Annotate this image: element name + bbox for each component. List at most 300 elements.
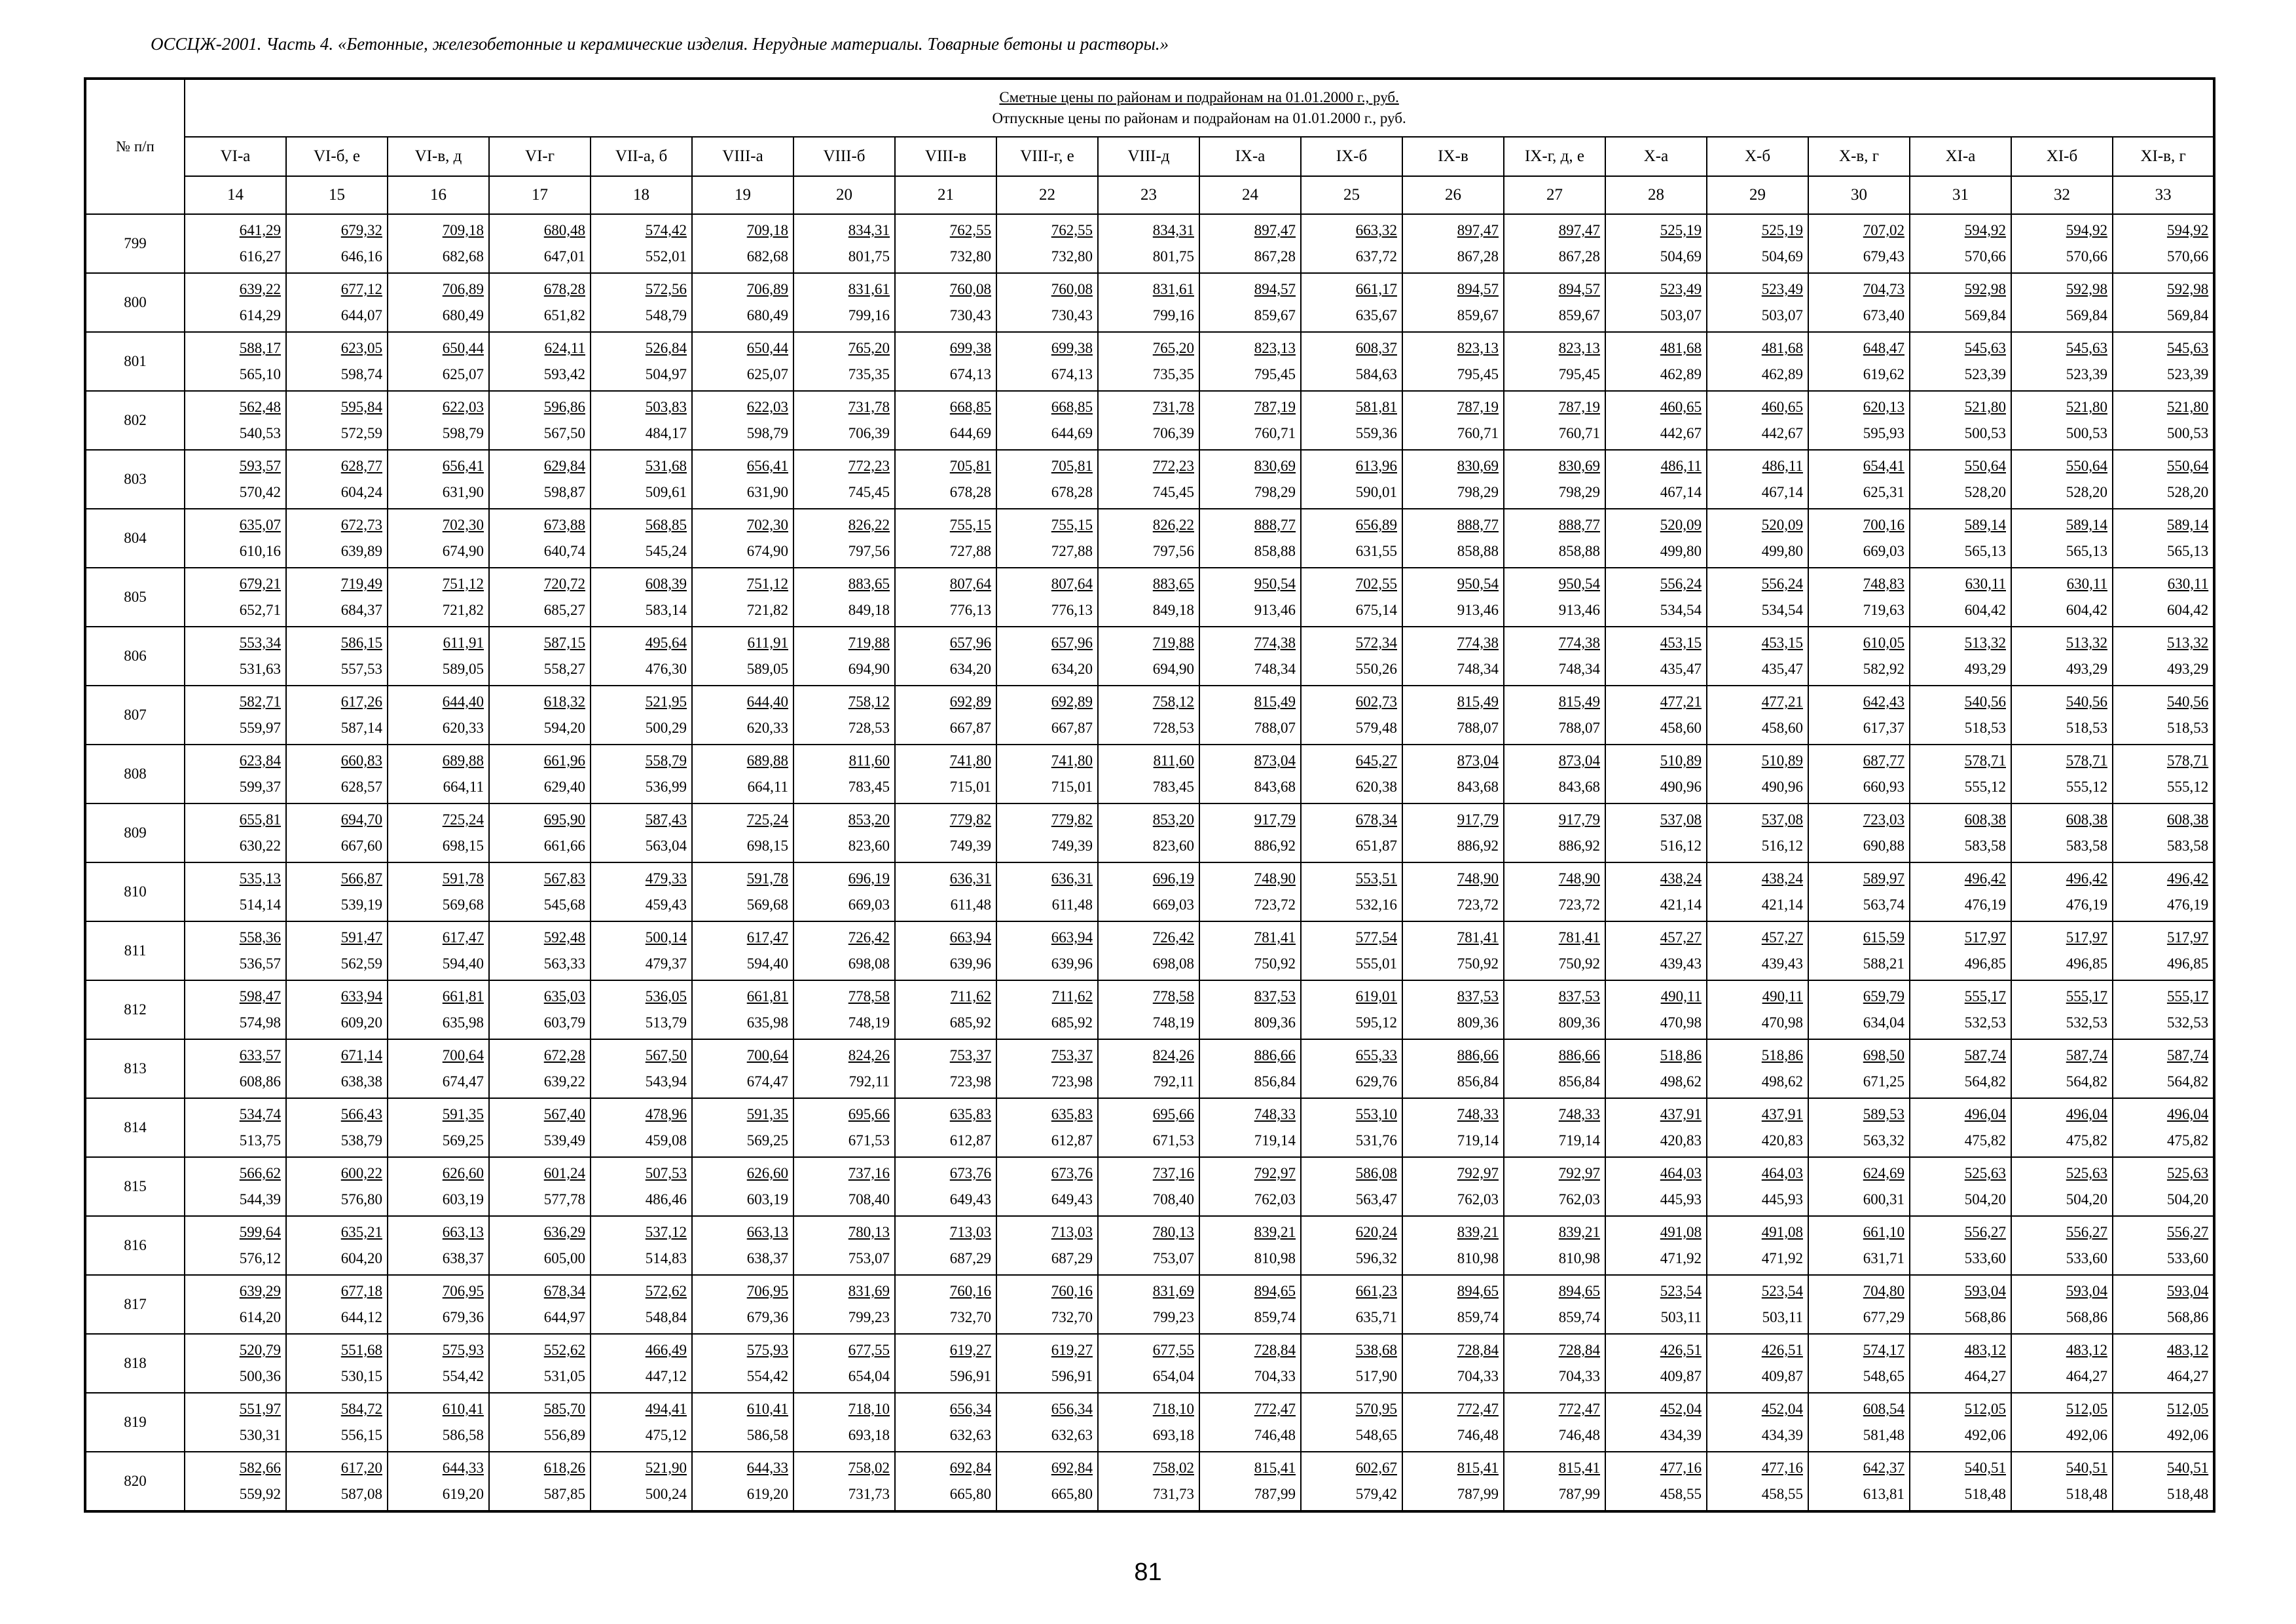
release-price: 748,19 — [848, 1014, 890, 1031]
price-cell — [591, 1157, 692, 1216]
price-cell — [1199, 1452, 1301, 1511]
release-price: 589,05 — [442, 661, 484, 677]
estimate-price: 663,13 — [442, 1224, 484, 1240]
price-cell — [388, 1098, 489, 1157]
price-cell — [1098, 391, 1199, 450]
release-price: 445,93 — [1761, 1191, 1803, 1208]
estimate-price: 477,21 — [1660, 693, 1702, 710]
release-price: 674,13 — [1051, 366, 1093, 382]
estimate-price: 760,16 — [949, 1283, 991, 1299]
estimate-price: 477,16 — [1761, 1460, 1803, 1476]
estimate-price: 718,10 — [848, 1401, 890, 1417]
table-row — [85, 686, 2214, 745]
estimate-price: 758,12 — [848, 693, 890, 710]
release-price: 504,20 — [1964, 1191, 2006, 1208]
price-cell — [996, 1039, 1098, 1098]
release-price: 513,75 — [239, 1132, 281, 1149]
release-price: 570,66 — [2166, 248, 2209, 265]
estimate-price: 661,23 — [1355, 1283, 1397, 1299]
price-cell — [1504, 332, 1605, 391]
release-price: 674,47 — [746, 1073, 788, 1090]
estimate-price: 626,60 — [442, 1165, 484, 1181]
estimate-price: 525,63 — [1964, 1165, 2006, 1181]
release-prices-title: Отпускные цены по районам и подрайонам на 01.01.2000 г., руб. — [992, 110, 1406, 126]
table-title-row — [85, 79, 2214, 137]
estimate-price: 709,18 — [746, 222, 788, 238]
price-cell — [793, 745, 895, 803]
release-price: 667,87 — [949, 720, 991, 736]
estimate-price: 815,49 — [1254, 693, 1296, 710]
price-cell — [286, 1216, 388, 1275]
release-price: 746,48 — [1457, 1427, 1499, 1443]
release-price: 558,27 — [543, 661, 585, 677]
estimate-price: 491,08 — [1761, 1224, 1803, 1240]
estimate-price: 748,90 — [1558, 870, 1600, 887]
price-cell — [185, 509, 286, 568]
price-cell — [2113, 1157, 2214, 1216]
price-cell — [692, 1157, 793, 1216]
price-cell — [489, 803, 591, 862]
district-header: VII-а, б — [591, 137, 692, 176]
price-cell — [185, 862, 286, 921]
release-price: 513,79 — [645, 1014, 687, 1031]
price-cell — [692, 1039, 793, 1098]
price-cell — [1605, 980, 1707, 1039]
estimate-price: 772,47 — [1457, 1401, 1499, 1417]
estimate-price: 496,04 — [2066, 1106, 2107, 1122]
release-price: 698,08 — [1152, 955, 1194, 972]
price-cell — [2011, 980, 2113, 1039]
estimate-price: 883,65 — [848, 576, 890, 592]
price-cell — [2011, 627, 2113, 686]
price-cell — [1808, 1039, 1910, 1098]
release-price: 679,43 — [1863, 248, 1904, 265]
row-number: 811 — [85, 921, 185, 980]
release-price: 856,84 — [1254, 1073, 1296, 1090]
estimate-price: 753,37 — [949, 1047, 991, 1063]
release-price: 568,86 — [1964, 1309, 2006, 1325]
estimate-price: 787,19 — [1457, 399, 1499, 415]
release-price: 611,48 — [1051, 896, 1093, 913]
release-price: 409,87 — [1761, 1368, 1803, 1384]
price-cell — [996, 1334, 1098, 1393]
estimate-price: 595,84 — [340, 399, 382, 415]
estimate-price: 486,11 — [1762, 458, 1803, 474]
release-price: 567,50 — [543, 425, 585, 441]
estimate-price: 537,12 — [645, 1224, 687, 1240]
release-price: 530,15 — [340, 1368, 382, 1384]
release-price: 619,20 — [746, 1486, 788, 1502]
estimate-price: 567,50 — [645, 1047, 687, 1063]
release-price: 587,08 — [340, 1486, 382, 1502]
estimate-price: 635,03 — [543, 988, 585, 1005]
price-cell — [2011, 803, 2113, 862]
estimate-price: 661,81 — [746, 988, 788, 1005]
estimate-price: 888,77 — [1254, 517, 1296, 533]
price-cell — [895, 862, 996, 921]
release-price: 534,54 — [1660, 602, 1702, 618]
release-price: 704,33 — [1254, 1368, 1296, 1384]
price-cell — [2011, 509, 2113, 568]
release-price: 552,01 — [645, 248, 687, 265]
estimate-price: 644,40 — [746, 693, 788, 710]
price-cell — [2113, 1334, 2214, 1393]
price-cell — [2011, 745, 2113, 803]
release-price: 706,39 — [1152, 425, 1194, 441]
estimate-price: 725,24 — [746, 811, 788, 828]
price-cell — [1504, 273, 1605, 332]
row-number: 815 — [85, 1157, 185, 1216]
estimate-price: 615,59 — [1863, 929, 1904, 946]
release-price: 603,19 — [746, 1191, 788, 1208]
release-price: 569,25 — [442, 1132, 484, 1149]
estimate-price: 673,76 — [1051, 1165, 1093, 1181]
price-cell — [1707, 1334, 1808, 1393]
release-price: 687,29 — [949, 1250, 991, 1266]
price-cell — [1910, 509, 2011, 568]
price-cell — [793, 1039, 895, 1098]
estimate-price: 556,27 — [1964, 1224, 2006, 1240]
table-row — [85, 745, 2214, 803]
estimate-price: 718,10 — [1152, 1401, 1194, 1417]
column-number: 15 — [286, 176, 388, 214]
price-cell — [489, 1275, 591, 1334]
estimate-price: 705,81 — [1051, 458, 1093, 474]
page-header-title: ОССЦЖ-2001. Часть 4. «Бетонные, железобетонные и керамические изделия. Нерудные материалы. Товарные бетоны и растворы.» — [151, 34, 1169, 54]
release-price: 565,10 — [239, 366, 281, 382]
district-header: VIII-д — [1098, 137, 1199, 176]
price-cell — [1605, 332, 1707, 391]
price-cell — [388, 921, 489, 980]
estimate-price: 748,90 — [1457, 870, 1499, 887]
release-price: 596,91 — [1051, 1368, 1093, 1384]
estimate-price: 525,19 — [1660, 222, 1702, 238]
estimate-price: 748,33 — [1558, 1106, 1600, 1122]
estimate-price: 781,41 — [1457, 929, 1499, 946]
release-price: 464,27 — [2166, 1368, 2209, 1384]
release-price: 795,45 — [1457, 366, 1499, 382]
price-cell — [489, 686, 591, 745]
estimate-price: 593,04 — [2066, 1283, 2107, 1299]
release-price: 810,98 — [1457, 1250, 1499, 1266]
release-price: 639,89 — [340, 543, 382, 559]
release-price: 464,27 — [1964, 1368, 2006, 1384]
release-price: 596,91 — [949, 1368, 991, 1384]
estimate-price: 636,31 — [949, 870, 991, 887]
price-cell — [996, 1216, 1098, 1275]
release-price: 719,14 — [1558, 1132, 1600, 1149]
price-cell — [793, 921, 895, 980]
estimate-price: 888,77 — [1558, 517, 1600, 533]
estimate-price: 490,11 — [1762, 988, 1803, 1005]
estimate-price: 779,82 — [949, 811, 991, 828]
row-number: 812 — [85, 980, 185, 1039]
price-cell — [2011, 1157, 2113, 1216]
price-cell — [1098, 1039, 1199, 1098]
estimate-price: 815,41 — [1558, 1460, 1600, 1476]
release-price: 799,23 — [848, 1309, 890, 1325]
estimate-price: 620,13 — [1863, 399, 1904, 415]
price-cell — [895, 332, 996, 391]
price-cell — [996, 862, 1098, 921]
release-price: 583,14 — [645, 602, 687, 618]
price-cell — [1098, 273, 1199, 332]
estimate-price: 567,40 — [543, 1106, 585, 1122]
estimate-price: 696,19 — [848, 870, 890, 887]
price-cell — [996, 1452, 1098, 1511]
estimate-price: 550,64 — [1964, 458, 2006, 474]
estimate-price: 592,98 — [1964, 281, 2006, 297]
row-number: 806 — [85, 627, 185, 686]
price-cell — [1910, 1393, 2011, 1452]
price-cell — [692, 1452, 793, 1511]
estimate-price: 555,17 — [2166, 988, 2209, 1005]
price-cell — [286, 1157, 388, 1216]
estimate-price: 496,04 — [1964, 1106, 2006, 1122]
row-number: 804 — [85, 509, 185, 568]
estimate-price: 834,31 — [848, 222, 890, 238]
price-cell — [489, 1452, 591, 1511]
release-price: 886,92 — [1457, 838, 1499, 854]
release-price: 625,31 — [1863, 484, 1904, 500]
price-cell — [388, 745, 489, 803]
price-cell — [996, 1157, 1098, 1216]
estimate-price: 673,76 — [949, 1165, 991, 1181]
column-number: 30 — [1808, 176, 1910, 214]
release-price: 748,34 — [1558, 661, 1600, 677]
estimate-price: 894,65 — [1558, 1283, 1600, 1299]
release-price: 604,42 — [1964, 602, 2006, 618]
estimate-price: 753,37 — [1051, 1047, 1093, 1063]
estimate-price: 839,21 — [1457, 1224, 1499, 1240]
release-price: 750,92 — [1558, 955, 1600, 972]
price-cell — [1707, 1452, 1808, 1511]
estimate-price: 917,79 — [1457, 811, 1499, 828]
estimate-price: 570,95 — [1355, 1401, 1397, 1417]
estimate-price: 550,64 — [2066, 458, 2107, 474]
price-cell — [2011, 391, 2113, 450]
estimate-price: 496,42 — [1964, 870, 2006, 887]
release-price: 750,92 — [1254, 955, 1296, 972]
price-cell — [996, 803, 1098, 862]
release-price: 631,55 — [1355, 543, 1397, 559]
price-cell — [185, 391, 286, 450]
release-price: 500,24 — [645, 1486, 687, 1502]
release-price: 631,90 — [442, 484, 484, 500]
estimate-price: 642,37 — [1863, 1460, 1904, 1476]
price-cell — [1098, 1216, 1199, 1275]
row-number: 807 — [85, 686, 185, 745]
price-cell — [591, 1216, 692, 1275]
table-row — [85, 1452, 2214, 1511]
price-cell — [1910, 1334, 2011, 1393]
estimate-price: 831,69 — [1152, 1283, 1194, 1299]
release-price: 539,49 — [543, 1132, 585, 1149]
district-header: X-в, г — [1808, 137, 1910, 176]
price-cell — [1199, 1216, 1301, 1275]
release-price: 797,56 — [1152, 543, 1194, 559]
price-cell — [1199, 214, 1301, 273]
row-number: 803 — [85, 450, 185, 509]
release-price: 439,43 — [1660, 955, 1702, 972]
price-cell — [185, 450, 286, 509]
estimate-price: 591,35 — [442, 1106, 484, 1122]
price-cell — [388, 273, 489, 332]
price-cell — [793, 627, 895, 686]
district-header: IX-г, д, е — [1504, 137, 1605, 176]
price-cell — [1402, 1275, 1504, 1334]
price-cell — [895, 214, 996, 273]
estimate-price: 663,13 — [746, 1224, 788, 1240]
price-cell — [1504, 214, 1605, 273]
price-cell — [1301, 1393, 1402, 1452]
release-price: 801,75 — [1152, 248, 1194, 265]
price-cell — [1098, 803, 1199, 862]
estimate-price: 705,81 — [949, 458, 991, 474]
release-price: 859,74 — [1457, 1309, 1499, 1325]
release-price: 698,15 — [746, 838, 788, 854]
release-price: 704,33 — [1558, 1368, 1600, 1384]
price-cell — [1504, 1157, 1605, 1216]
estimate-price: 719,88 — [848, 635, 890, 651]
release-price: 745,45 — [848, 484, 890, 500]
estimate-price: 635,21 — [340, 1224, 382, 1240]
price-cell — [388, 1334, 489, 1393]
estimate-price: 531,68 — [645, 458, 687, 474]
price-cell — [286, 1393, 388, 1452]
estimate-price: 628,77 — [340, 458, 382, 474]
release-price: 470,98 — [1761, 1014, 1803, 1031]
release-price: 556,15 — [340, 1427, 382, 1443]
price-cell — [793, 568, 895, 627]
district-header: VI-в, д — [388, 137, 489, 176]
estimate-price: 677,55 — [848, 1342, 890, 1358]
release-price: 810,98 — [1558, 1250, 1600, 1266]
release-price: 475,82 — [2166, 1132, 2209, 1149]
estimate-price: 586,15 — [340, 635, 382, 651]
estimate-price: 591,78 — [442, 870, 484, 887]
price-cell — [1504, 862, 1605, 921]
release-price: 498,62 — [1761, 1073, 1803, 1090]
price-cell — [591, 803, 692, 862]
price-cell — [793, 1393, 895, 1452]
release-price: 664,11 — [443, 779, 484, 795]
estimate-price: 741,80 — [1051, 752, 1093, 769]
district-header: IX-а — [1199, 137, 1301, 176]
price-cell — [895, 273, 996, 332]
estimate-price: 426,51 — [1761, 1342, 1803, 1358]
estimate-price: 894,57 — [1558, 281, 1600, 297]
price-cell — [286, 273, 388, 332]
release-price: 721,82 — [442, 602, 484, 618]
estimate-price: 587,43 — [645, 811, 687, 828]
release-price: 783,45 — [848, 779, 890, 795]
estimate-price: 600,22 — [340, 1165, 382, 1181]
price-cell — [1402, 921, 1504, 980]
release-price: 649,43 — [949, 1191, 991, 1208]
price-cell — [1301, 745, 1402, 803]
release-price: 587,14 — [340, 720, 382, 736]
price-cell — [1504, 450, 1605, 509]
estimate-price: 728,84 — [1558, 1342, 1600, 1358]
release-price: 685,92 — [1051, 1014, 1093, 1031]
price-cell — [1301, 627, 1402, 686]
release-price: 634,20 — [949, 661, 991, 677]
price-cell — [1707, 1275, 1808, 1334]
release-price: 509,61 — [645, 484, 687, 500]
release-price: 598,87 — [543, 484, 585, 500]
estimate-price: 894,57 — [1254, 281, 1296, 297]
release-price: 496,85 — [2166, 955, 2209, 972]
release-price: 783,45 — [1152, 779, 1194, 795]
price-cell — [793, 1334, 895, 1393]
estimate-price: 656,89 — [1355, 517, 1397, 533]
estimate-price: 512,05 — [1964, 1401, 2006, 1417]
price-cell — [388, 214, 489, 273]
release-price: 550,26 — [1355, 661, 1397, 677]
price-cell — [1808, 1157, 1910, 1216]
release-price: 603,19 — [442, 1191, 484, 1208]
release-price: 608,86 — [239, 1073, 281, 1090]
estimate-price: 826,22 — [1152, 517, 1194, 533]
release-price: 445,93 — [1660, 1191, 1702, 1208]
estimate-price: 464,03 — [1761, 1165, 1803, 1181]
release-price: 594,40 — [442, 955, 484, 972]
release-price: 644,69 — [949, 425, 991, 441]
release-price: 810,98 — [1254, 1250, 1296, 1266]
estimate-price: 695,66 — [848, 1106, 890, 1122]
release-price: 584,63 — [1355, 366, 1397, 382]
release-price: 798,29 — [1254, 484, 1296, 500]
estimate-price: 698,50 — [1863, 1047, 1904, 1063]
price-cell — [591, 509, 692, 568]
release-price: 570,66 — [2066, 248, 2107, 265]
estimate-price: 709,18 — [442, 222, 484, 238]
release-price: 693,18 — [1152, 1427, 1194, 1443]
price-cell — [1402, 568, 1504, 627]
release-price: 545,24 — [645, 543, 687, 559]
price-cell — [489, 1039, 591, 1098]
price-cell — [286, 921, 388, 980]
release-price: 677,29 — [1863, 1309, 1904, 1325]
estimate-price: 748,33 — [1457, 1106, 1499, 1122]
price-cell — [286, 332, 388, 391]
estimate-price: 725,24 — [442, 811, 484, 828]
price-cell — [1808, 627, 1910, 686]
estimate-price: 873,04 — [1254, 752, 1296, 769]
price-cell — [286, 862, 388, 921]
estimate-price: 481,68 — [1761, 340, 1803, 356]
price-cell — [996, 921, 1098, 980]
release-price: 604,42 — [2166, 602, 2209, 618]
price-cell — [489, 450, 591, 509]
estimate-price: 452,04 — [1660, 1401, 1702, 1417]
estimate-price: 438,24 — [1761, 870, 1803, 887]
estimate-price: 521,90 — [645, 1460, 687, 1476]
price-cell — [2113, 214, 2214, 273]
estimate-price: 558,79 — [645, 752, 687, 769]
estimate-price: 659,79 — [1863, 988, 1904, 1005]
price-cell — [895, 627, 996, 686]
estimate-price: 950,54 — [1558, 576, 1600, 592]
estimate-price: 507,53 — [645, 1165, 687, 1181]
release-price: 555,12 — [2166, 779, 2209, 795]
estimate-price: 479,33 — [645, 870, 687, 887]
column-number: 27 — [1504, 176, 1605, 214]
release-price: 753,07 — [1152, 1250, 1194, 1266]
price-cell — [1808, 862, 1910, 921]
price-cell — [1910, 391, 2011, 450]
